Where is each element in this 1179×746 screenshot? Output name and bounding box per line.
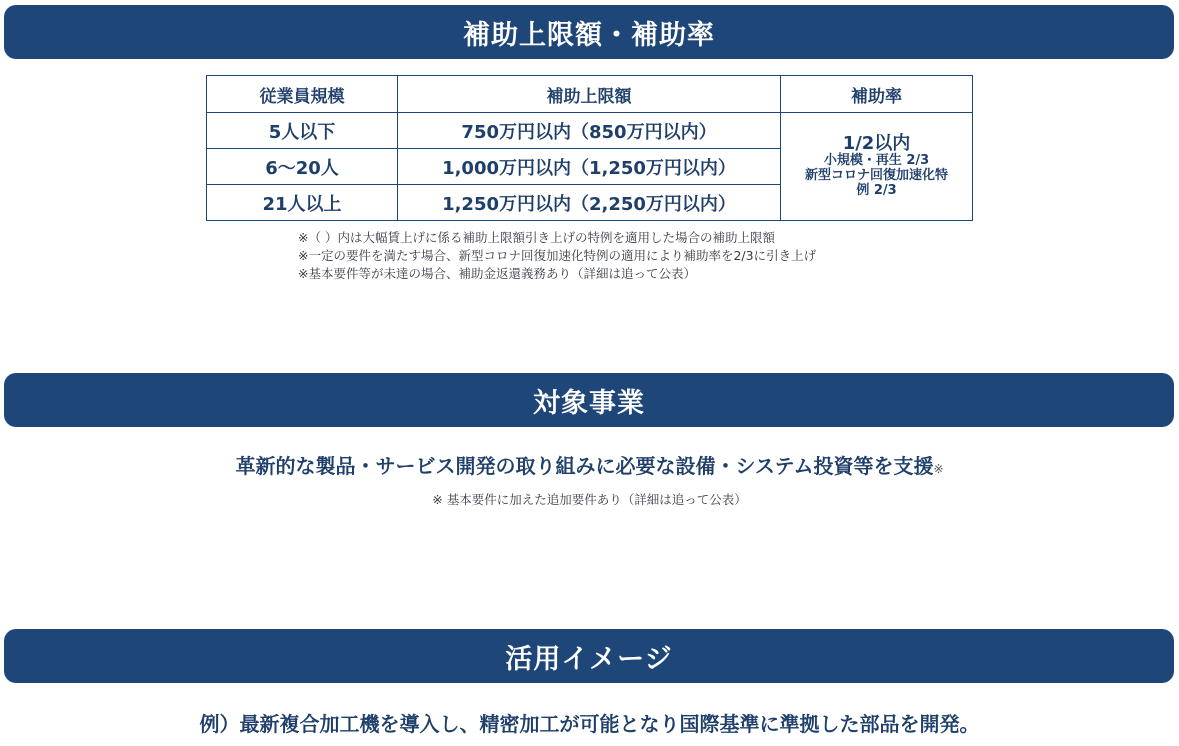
header-rate: 補助率	[781, 76, 973, 113]
note-line: ※基本要件等が未達の場合、補助金返還義務あり（詳細は追って公表）	[298, 266, 696, 281]
cell-size: 6～20人	[207, 149, 398, 185]
table-header-row	[207, 76, 973, 113]
table-row	[207, 113, 973, 149]
usage-example: 例）最新複合加工機を導入し、精密加工が可能となり国際基準に準拠した部品を開発。	[199, 712, 980, 736]
cell-limit: 1,250万円以内（2,250万円以内）	[398, 185, 781, 221]
section-title: 活用イメージ	[505, 643, 673, 675]
header-limit: 補助上限額	[398, 76, 781, 113]
rate-sub-covid-2: 例 2/3	[856, 183, 897, 199]
table-notes	[298, 229, 816, 283]
cell-size: 21人以上	[207, 185, 398, 221]
cell-limit: 1,000万円以内（1,250万円以内）	[398, 149, 781, 185]
section-title: 補助上限額・補助率	[463, 19, 715, 51]
target-text: 革新的な製品・サービス開発の取り組みに必要な設備・システム投資等を支援	[235, 454, 934, 478]
section-banner-subsidy-limit	[4, 5, 1174, 59]
subsidy-table	[206, 75, 973, 221]
header-employee-size: 従業員規模	[207, 76, 398, 113]
cell-size: 5人以下	[207, 113, 398, 149]
cell-rate	[781, 113, 973, 221]
target-note: ※ 基本要件に加えた追加要件あり（詳細は追って公表）	[432, 492, 747, 507]
section-banner-target-business	[4, 373, 1174, 427]
note-line: ※（ ）内は大幅賃上げに係る補助上限額引き上げの特例を適用した場合の補助上限額	[298, 230, 775, 245]
rate-main: 1/2以内	[842, 132, 911, 154]
section-title: 対象事業	[533, 387, 645, 419]
cell-limit: 750万円以内（850万円以内）	[398, 113, 781, 149]
section-banner-usage-image	[4, 629, 1174, 683]
rate-sub-small-business: 小規模・再生 2/3	[823, 153, 930, 169]
footnote-mark: ※	[933, 462, 944, 476]
rate-sub-covid-1: 新型コロナ回復加速化特	[804, 168, 948, 184]
target-description	[0, 450, 1179, 479]
note-line: ※一定の要件を満たす場合、新型コロナ回復加速化特例の適用により補助率を2/3に引き上げ	[298, 248, 817, 263]
